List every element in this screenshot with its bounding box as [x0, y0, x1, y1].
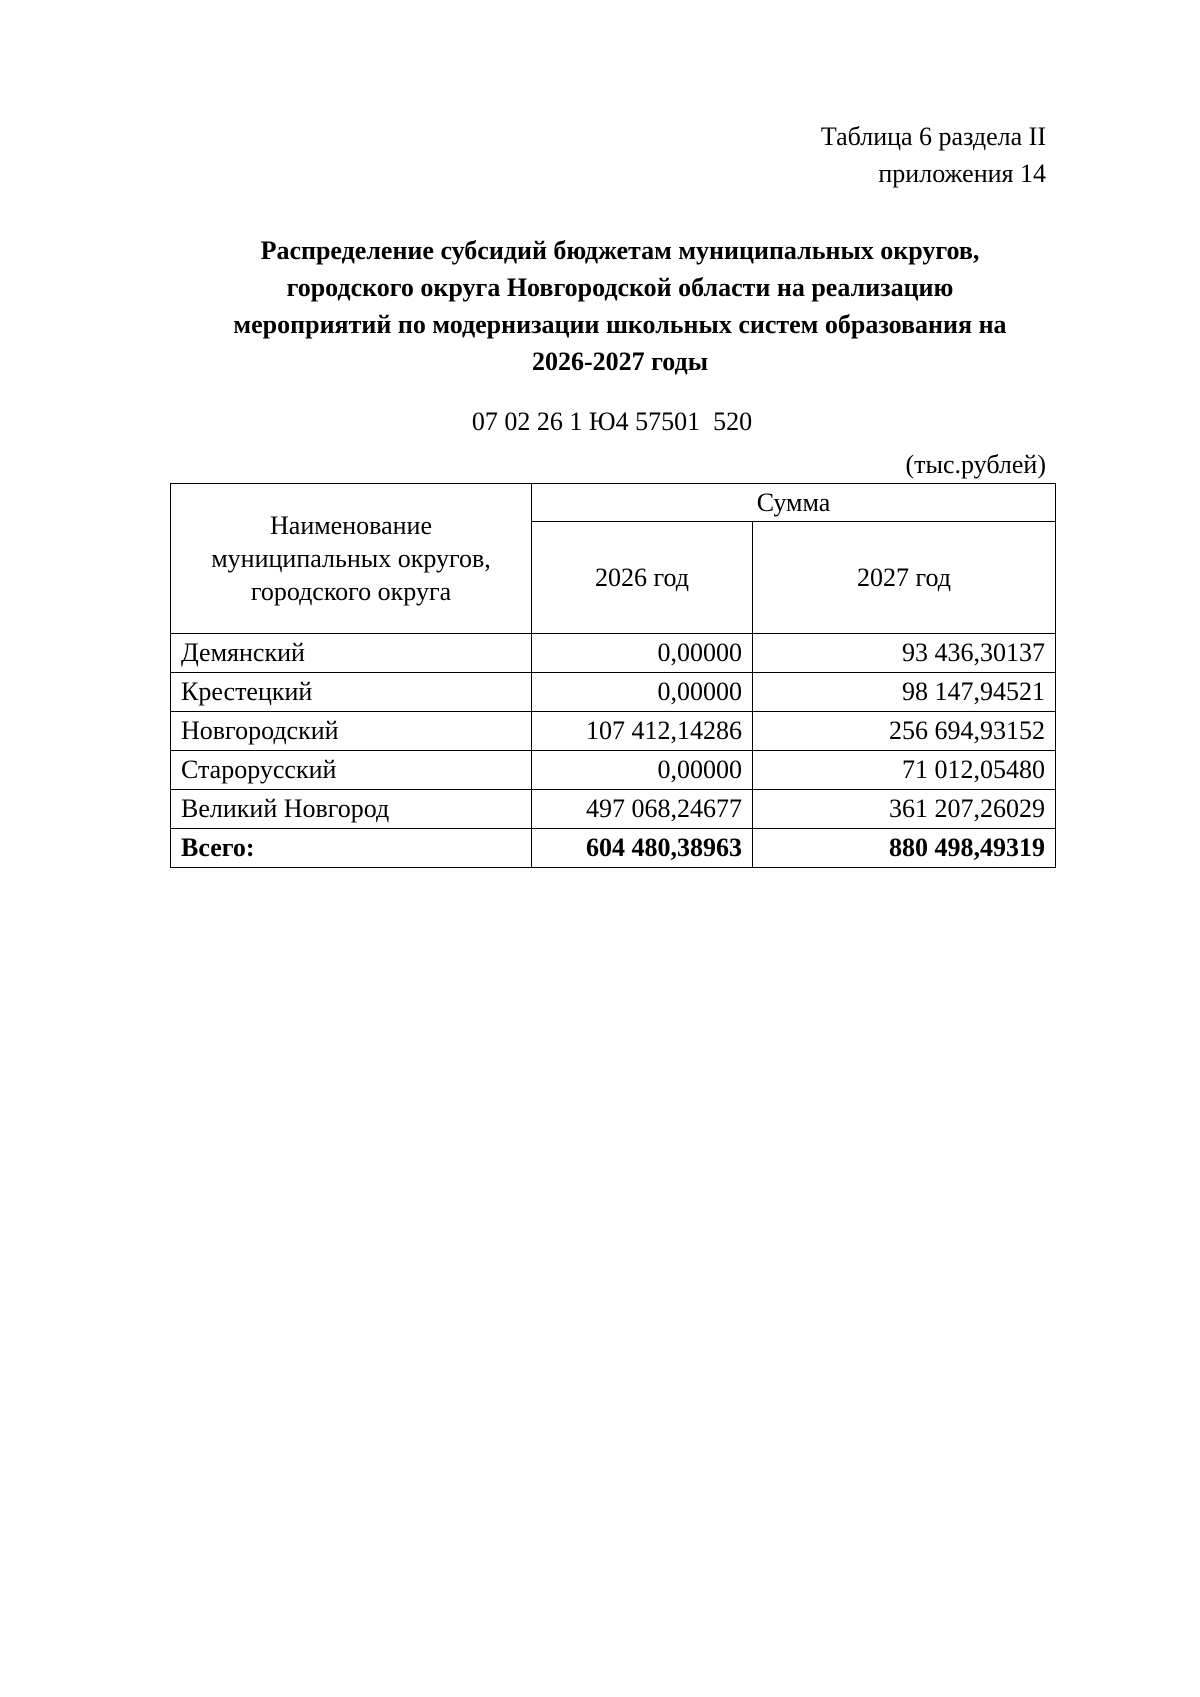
row-value-2026: 0,00000 — [532, 634, 753, 673]
row-name: Старорусский — [171, 751, 532, 790]
row-value-2026: 0,00000 — [532, 751, 753, 790]
title-line-1: Распределение субсидий бюджетам муниципальных округов, — [260, 236, 980, 265]
total-label: Всего: — [171, 829, 532, 868]
column-header-2026: 2026 год — [532, 521, 753, 634]
document-title — [170, 232, 1070, 380]
title-line-2: городского округа Новгородской области на реализацию — [286, 273, 954, 302]
total-row — [171, 829, 1056, 868]
row-value-2026: 0,00000 — [532, 673, 753, 712]
table-reference — [821, 118, 1046, 192]
total-value-2026: 604 480,38963 — [532, 829, 753, 868]
row-name: Крестецкий — [171, 673, 532, 712]
title-line-4: 2026-2027 годы — [531, 347, 709, 376]
units-label: (тыс.рублей) — [905, 450, 1046, 479]
row-name: Демянский — [171, 634, 532, 673]
table-reference-line-2: приложения 14 — [878, 159, 1046, 188]
table-row — [171, 712, 1056, 751]
row-value-2027: 71 012,05480 — [753, 751, 1056, 790]
row-value-2027: 256 694,93152 — [753, 712, 1056, 751]
row-value-2027: 98 147,94521 — [753, 673, 1056, 712]
row-name: Великий Новгород — [171, 790, 532, 829]
table-row — [171, 634, 1056, 673]
column-header-name-line-3: городского округа — [250, 577, 452, 606]
table-reference-line-1: Таблица 6 раздела II — [820, 122, 1046, 151]
column-header-2027: 2027 год — [753, 521, 1056, 634]
column-header-name — [171, 484, 532, 634]
row-value-2027: 361 207,26029 — [753, 790, 1056, 829]
row-name: Новгородский — [171, 712, 532, 751]
column-header-name-line-1: Наименование — [270, 511, 432, 540]
budget-classification-code: 07 02 26 1 Ю4 57501 520 — [471, 407, 753, 436]
row-value-2026: 497 068,24677 — [532, 790, 753, 829]
title-line-3: мероприятий по модернизации школьных систем образования на — [233, 310, 1007, 339]
table-row — [171, 673, 1056, 712]
row-value-2027: 93 436,30137 — [753, 634, 1056, 673]
subsidies-table — [170, 483, 1056, 868]
row-value-2026: 107 412,14286 — [532, 712, 753, 751]
column-header-sum: Сумма — [532, 484, 1056, 522]
table-row — [171, 751, 1056, 790]
column-header-name-line-2: муниципальных округов, — [211, 544, 491, 573]
total-value-2027: 880 498,49319 — [753, 829, 1056, 868]
table-row — [171, 790, 1056, 829]
